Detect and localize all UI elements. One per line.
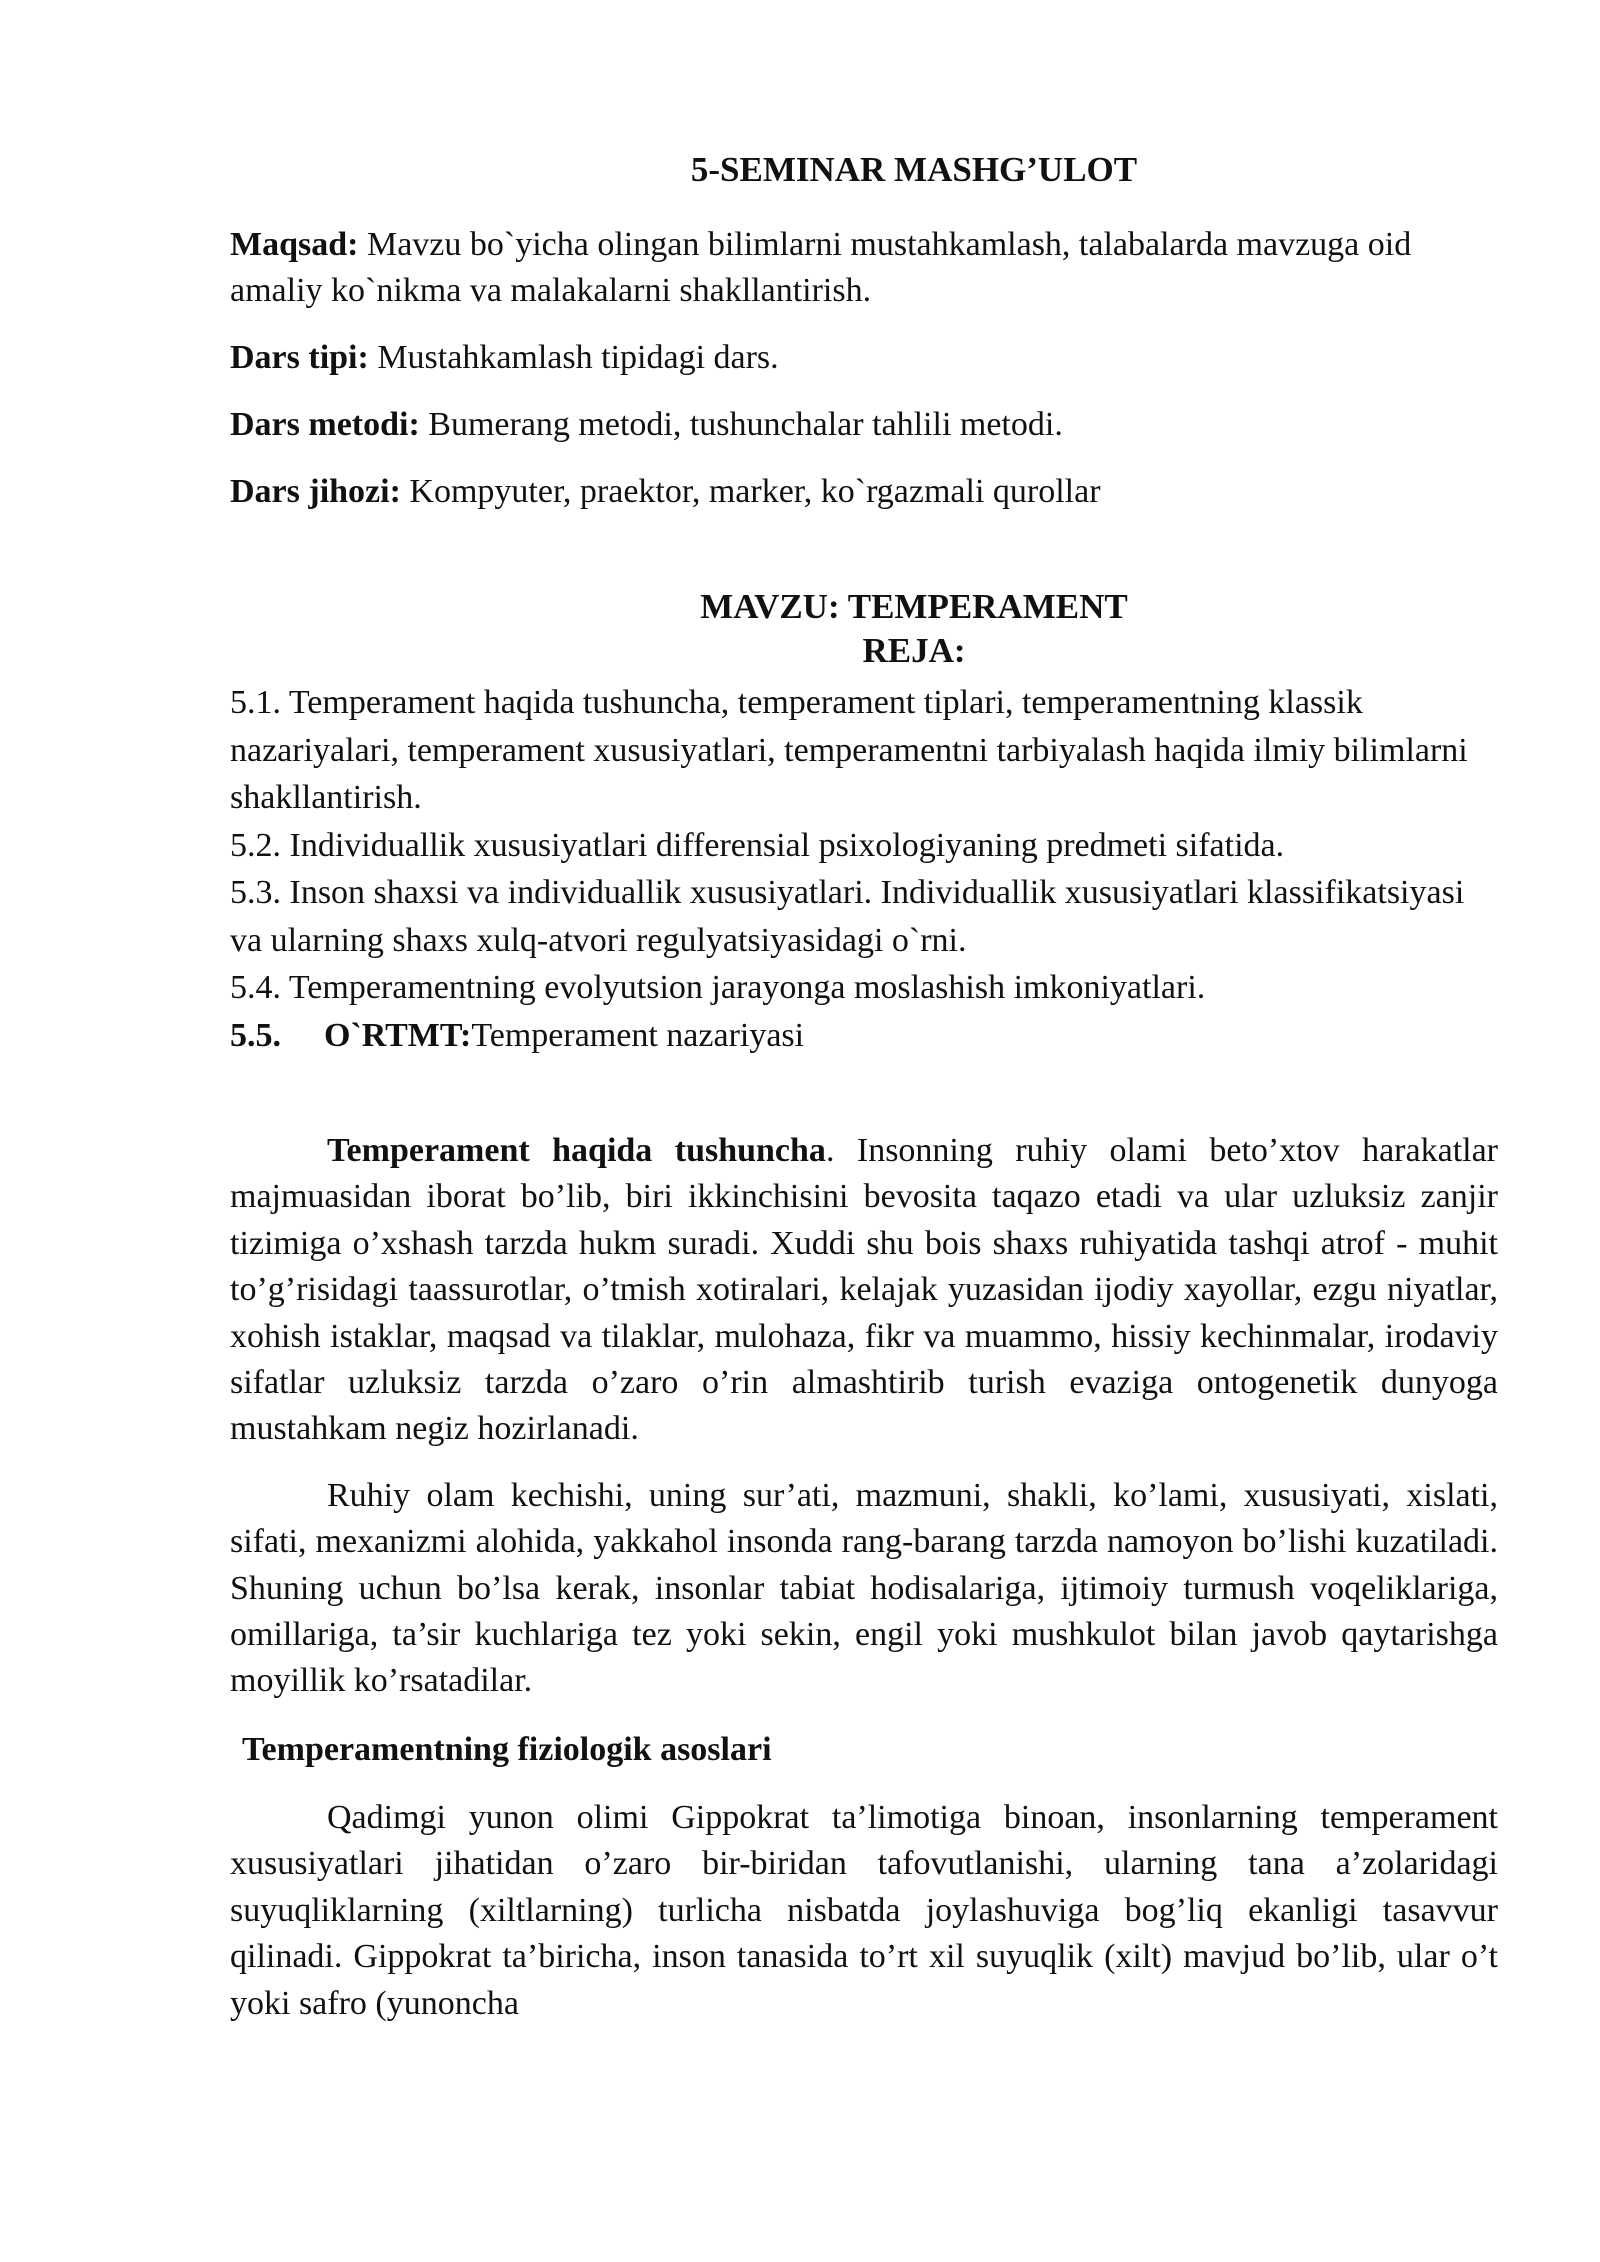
plan-heading: REJA: (862, 631, 966, 670)
dars-metodi-text: Bumerang metodi, tushunchalar tahlili metodi. (419, 406, 1063, 443)
info-dars-metodi (230, 402, 1498, 448)
info-dars-jihozi (230, 469, 1498, 515)
plan-item-5 (230, 1012, 1498, 1060)
plan-list (230, 679, 1498, 1059)
dars-tipi-text: Mustahkamlash tipidagi dars. (368, 339, 779, 376)
dars-metodi-label: Dars metodi: (230, 406, 420, 443)
dars-tipi-label: Dars tipi: (230, 339, 369, 376)
maqsad-text: Mavzu bo`yicha olingan bilimlarni mustahkamlash, talabalarda mavzuga oid amaliy ko`nikma va malakalarni shakllantirish. (230, 226, 1412, 309)
paragraph-hippocrates: Qadimgi yunon olimi Gippokrat ta’limotiga binoan, insonlarning temperament xususiyatlari jihatidan o’zaro bir-biridan tafovutlanishi, ularning tana a’zolaridagi suyuqliklarning (xiltlarning) turlicha nisbatda joylashuviga bog’liq ekanligi tasavvur qilinadi. Gippokrat ta’biricha, inson tanasida to’rt xil suyuqlik (xilt) mavjud bo’lib, ular o’t yoki safro (yunoncha (230, 1798, 1498, 2022)
plan-item-4: 5.4. Temperamentning evolyutsion jarayonga moslashish imkoniyatlari. (230, 969, 1206, 1006)
dars-jihozi-label: Dars jihozi: (230, 473, 401, 510)
info-dars-tipi (230, 335, 1498, 381)
paragraph-lead: Temperament haqida tushuncha (327, 1132, 826, 1169)
topic-heading: MAVZU: TEMPERAMENT (700, 587, 1128, 626)
paragraph-text: . Insonning ruhiy olami beto’xtov harakatlar majmuasidan iborat bo’lib, biri ikkinchisini bevosita taqazo etadi va ular uzluksiz zanjir tizimiga o’xshash tarzda hukm suradi. Xuddi shu bois shaxs ruhiyatida tashqi atrof - muhit to’g’risidagi taassurotlar, o’tmish xotiralari, kelajak yuzasidan ijodiy xayollar, ezgu niyatlar, xohish istaklar, maqsad va tilaklar, mulohaza, fikr va muammo, hissiy kechinmalar, irodaviy sifatlar uzluksiz tarzda o’zaro o’rin almashtirib turish evaziga ontogenetik dunyoga mustahkam negiz hozirlanadi. (230, 1132, 1498, 1448)
plan-item-5-text: Temperament nazariyasi (471, 1016, 805, 1054)
plan-item-2: 5.2. Individuallik xususiyatlari differensial psixologiyaning predmeti sifatida. (230, 826, 1285, 864)
paragraph-temperament-concept (230, 1128, 1498, 1453)
dars-jihozi-text: Kompyuter, praektor, marker, ko`rgazmali qurollar (400, 473, 1101, 510)
plan-item-1: 5.1. Temperament haqida tushuncha, temperament tiplari, temperamentning klassik nazariyalari, temperament xususiyatlari, temperamentni tarbiyalash haqida ilmiy bilimlarni shakllantirish. (230, 684, 1468, 816)
subheading-physiology: Temperamentning fiziologik asoslari (242, 1730, 772, 1768)
plan-item-5-number: 5.5. (230, 1016, 281, 1054)
maqsad-label: Maqsad: (230, 226, 359, 263)
page-title: 5-SEMINAR MASHG’ULOT (690, 150, 1138, 189)
lesson-info (230, 222, 1498, 515)
plan-item-3: 5.3. Inson shaxsi va individuallik xususiyatlari. Individuallik xususiyatlari klassifikatsiyasi va ularning shaxs xulq-atvori regulyatsiyasidagi o`rni. (230, 874, 1465, 959)
info-maqsad (230, 222, 1498, 314)
paragraph-psychic-world: Ruhiy olam kechishi, uning sur’ati, mazmuni, shakli, ko’lami, xususiyati, xislati, sifati, mexanizmi alohida, yakkahol insonda rang-barang tarzda namoyon bo’lishi kuzatiladi. Shuning uchun bo’lsa kerak, insonlar tabiat hodisalariga, ijtimoiy turmush voqeliklariga, omillariga, ta’sir kuchlariga tez yoki sekin, engil yoki mushkulot bilan javob qaytarishga moyillik ko’rsatadilar. (230, 1476, 1498, 1700)
plan-item-5-label: O`RTMT: (324, 1016, 472, 1054)
page-content (230, 150, 1498, 2027)
